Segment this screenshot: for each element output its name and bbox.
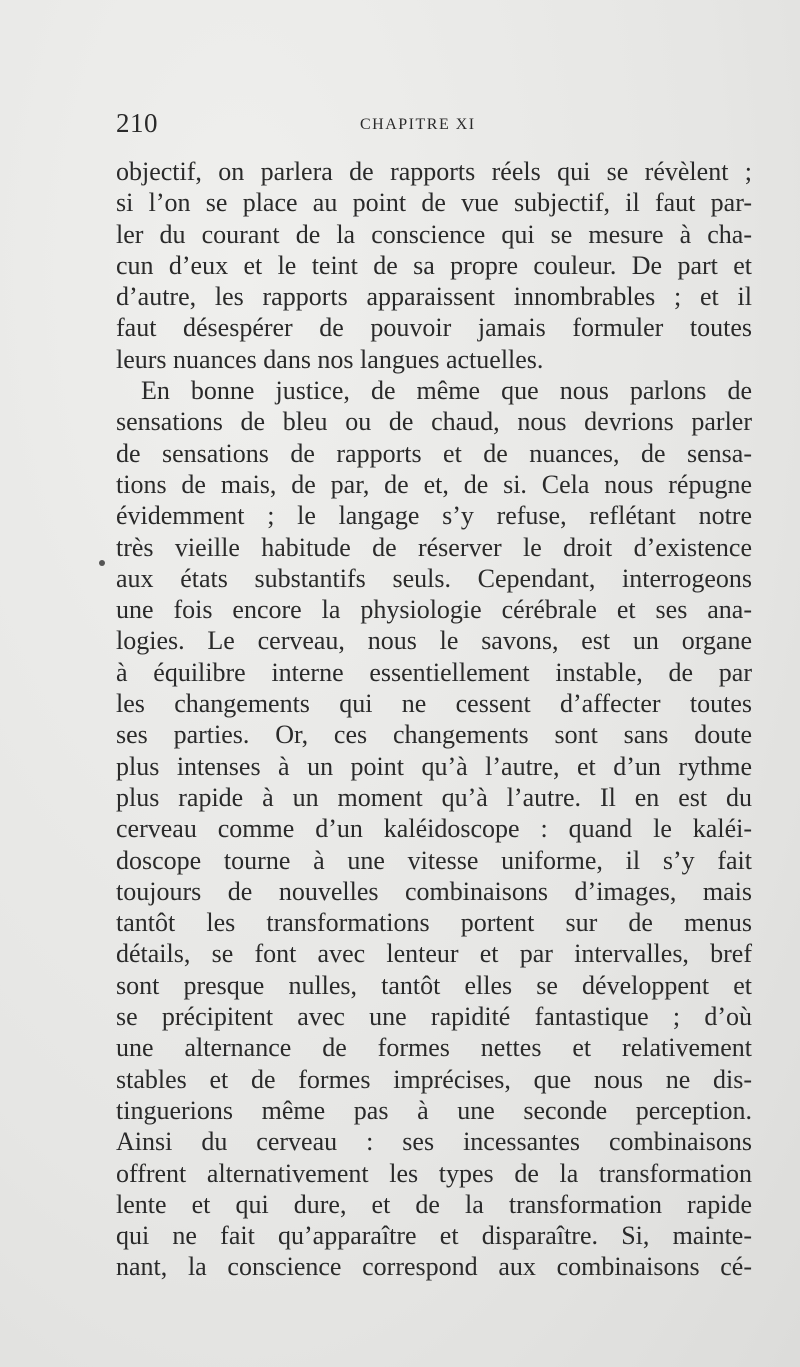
text-line: se précipitent avec une rapidité fantastique ; d’où [116, 1002, 752, 1032]
text-line: cun d’eux et le teint de sa propre couleur. De part et [116, 250, 752, 280]
text-line: logies. Le cerveau, nous le savons, est un organe [116, 626, 752, 656]
text-line: tinguerions même pas à une seconde perception. [116, 1095, 752, 1125]
page-number: 210 [116, 108, 158, 138]
text-line: cerveau comme d’un kaléidoscope : quand le kaléi- [116, 814, 752, 844]
text-line: évidemment ; le langage s’y refuse, reflétant notre [116, 501, 752, 531]
text-line: les changements qui ne cessent d’affecter toutes [116, 689, 752, 719]
text-line: une fois encore la physiologie cérébrale et ses ana- [116, 595, 752, 625]
text-line: doscope tourne à une vitesse uniforme, il s’y fait [116, 845, 752, 875]
text-line: qui ne fait qu’apparaître et disparaître. Si, mainte- [116, 1221, 752, 1251]
text-line: sont presque nulles, tantôt elles se développent et [116, 970, 752, 1000]
text-line: une alternance de formes nettes et relativement [116, 1033, 752, 1063]
text-line: d’autre, les rapports apparaissent innombrables ; et il [116, 282, 752, 312]
text-line: très vieille habitude de réserver le droit d’existence [116, 532, 752, 562]
running-head: CHAPITRE XI [360, 116, 476, 133]
text-line: En bonne justice, de même que nous parlons de [141, 376, 752, 406]
text-line: lente et qui dure, et de la transformation rapide [116, 1189, 752, 1219]
text-line: détails, se font avec lenteur et par intervalles, bref [116, 939, 752, 969]
page-header [116, 108, 756, 148]
body-text [116, 156, 752, 1283]
text-line: leurs nuances dans nos langues actuelles. [116, 344, 544, 374]
text-line: tions de mais, de par, de et, de si. Cela nous répugne [116, 469, 752, 499]
margin-mark [99, 560, 105, 566]
text-line: objectif, on parlera de rapports réels qui se révèlent ; [116, 157, 752, 186]
text-line: plus intenses à un point qu’à l’autre, et d’un rythme [116, 751, 752, 781]
text-line: si l’on se place au point de vue subjectif, il faut par- [116, 188, 752, 218]
text-line: Ainsi du cerveau : ses incessantes combinaisons [116, 1127, 752, 1157]
text-line: tantôt les transformations portent sur de menus [116, 908, 752, 938]
text-line: toujours de nouvelles combinaisons d’images, mais [116, 876, 752, 906]
text-line: à équilibre interne essentiellement instable, de par [116, 657, 752, 687]
text-line: ses parties. Or, ces changements sont sans doute [116, 720, 752, 750]
text-line: nant, la conscience correspond aux combinaisons cé- [116, 1252, 752, 1282]
text-line: de sensations de rapports et de nuances, de sensa- [116, 438, 752, 468]
text-line: offrent alternativement les types de la transformation [116, 1158, 752, 1188]
text-line: sensations de bleu ou de chaud, nous devrions parler [116, 407, 752, 437]
text-line: ler du courant de la conscience qui se mesure à cha- [116, 219, 752, 249]
text-line: stables et de formes imprécises, que nous ne dis- [116, 1064, 752, 1094]
text-line: plus rapide à un moment qu’à l’autre. Il en est du [116, 782, 752, 812]
text-line: faut désespérer de pouvoir jamais formuler toutes [116, 313, 752, 343]
text-line: aux états substantifs seuls. Cependant, interrogeons [116, 563, 752, 593]
